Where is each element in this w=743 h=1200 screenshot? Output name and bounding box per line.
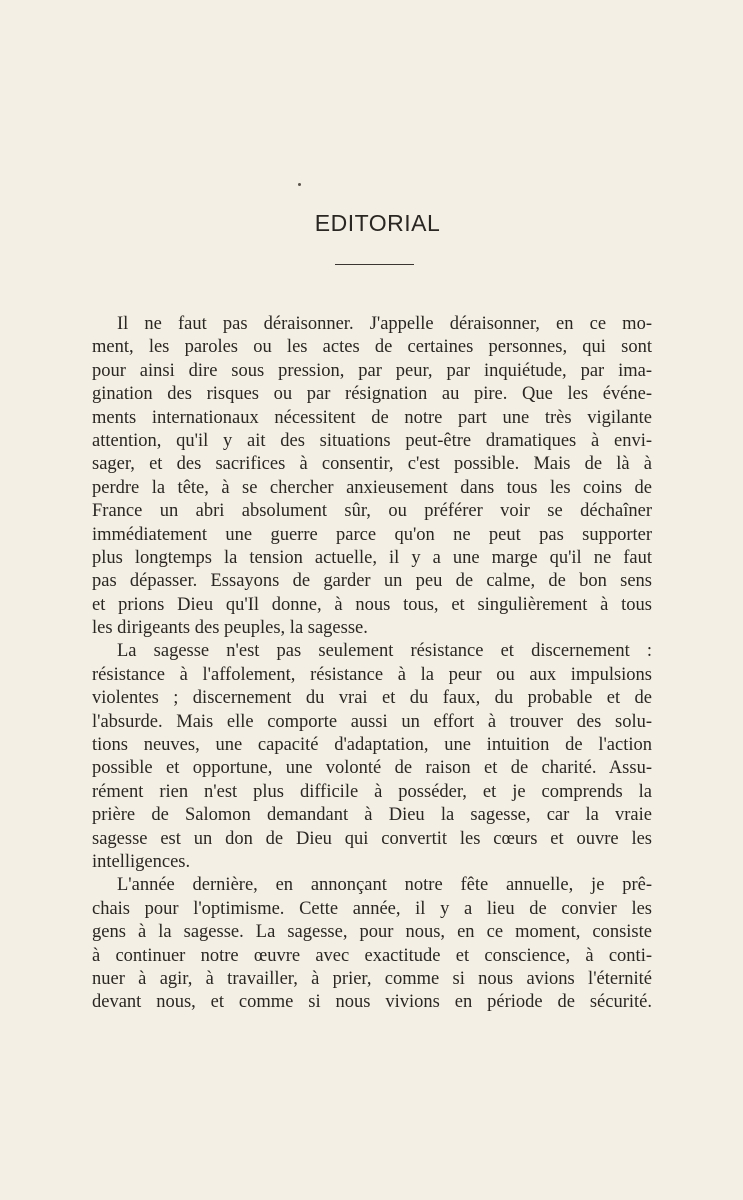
text-line: devant nous, et comme si nous vivions en période de sécurité. <box>92 992 652 1013</box>
text-line: à continuer notre œuvre avec exactitude et conscience, à conti- <box>92 945 652 966</box>
text-line: sagesse est un don de Dieu qui convertit les cœurs et ouvre les <box>92 828 652 849</box>
text-line: l'absurde. Mais elle comporte aussi un effort à trouver des solu- <box>92 711 652 732</box>
text-line: possible et opportune, une volonté de raison et de charité. Assu- <box>92 758 652 779</box>
text-line: pour ainsi dire sous pression, par peur, par inquiétude, par ima- <box>92 360 652 381</box>
text-line: tions neuves, une capacité d'adaptation, une intuition de l'action <box>92 735 652 756</box>
text-line: violentes ; discernement du vrai et du faux, du probable et de <box>92 688 652 709</box>
text-line: France un abri absolument sûr, ou préférer voir se déchaîner <box>92 501 652 522</box>
article-body <box>92 313 652 1015</box>
text-line: sager, et des sacrifices à consentir, c'est possible. Mais de là à <box>92 454 652 475</box>
text-line: Il ne faut pas déraisonner. J'appelle déraisonner, en ce mo- <box>117 314 652 334</box>
paragraph-3 <box>92 874 652 1014</box>
paragraph-2 <box>92 640 652 874</box>
text-line: rément rien n'est plus difficile à posséder, et je comprends la <box>92 781 652 802</box>
text-line: L'année dernière, en annonçant notre fête annuelle, je prê- <box>117 875 652 896</box>
text-line: résistance à l'affolement, résistance à la peur ou aux impulsions <box>92 664 652 685</box>
text-line: intelligences. <box>92 851 191 872</box>
text-line: chais pour l'optimisme. Cette année, il y a lieu de convier les <box>92 898 652 919</box>
text-line: ment, les paroles ou les actes de certaines personnes, qui sont <box>92 337 652 358</box>
page-title: EDITORIAL <box>314 210 441 236</box>
text-line: plus longtemps la tension actuelle, il y a une marge qu'il ne faut <box>92 547 652 568</box>
text-line: gination des risques ou par résignation au pire. Que les événe- <box>92 384 652 405</box>
text-line: perdre la tête, à se chercher anxieusement dans tous les coins de <box>92 477 652 498</box>
title-divider <box>335 264 414 265</box>
text-line: prière de Salomon demandant à Dieu la sagesse, car la vraie <box>92 805 652 826</box>
text-line: immédiatement une guerre parce qu'on ne peut pas supporter <box>92 524 652 545</box>
text-line: pas dépasser. Essayons de garder un peu de calme, de bon sens <box>92 571 652 592</box>
text-line: gens à la sagesse. La sagesse, pour nous, en ce moment, consiste <box>92 922 652 943</box>
print-speck <box>298 183 301 186</box>
text-line: attention, qu'il y ait des situations peut-être dramatiques à envi- <box>92 430 652 451</box>
paragraph-1 <box>92 313 652 640</box>
text-line: les dirigeants des peuples, la sagesse. <box>92 618 368 639</box>
text-line: nuer à agir, à travailler, à prier, comme si nous avions l'éternité <box>92 968 652 989</box>
text-line: La sagesse n'est pas seulement résistance et discernement : <box>117 641 652 662</box>
text-line: et prions Dieu qu'Il donne, à nous tous, et singulièrement à tous <box>92 594 652 615</box>
text-line: ments internationaux nécessitent de notre part une très vigilante <box>92 407 652 428</box>
